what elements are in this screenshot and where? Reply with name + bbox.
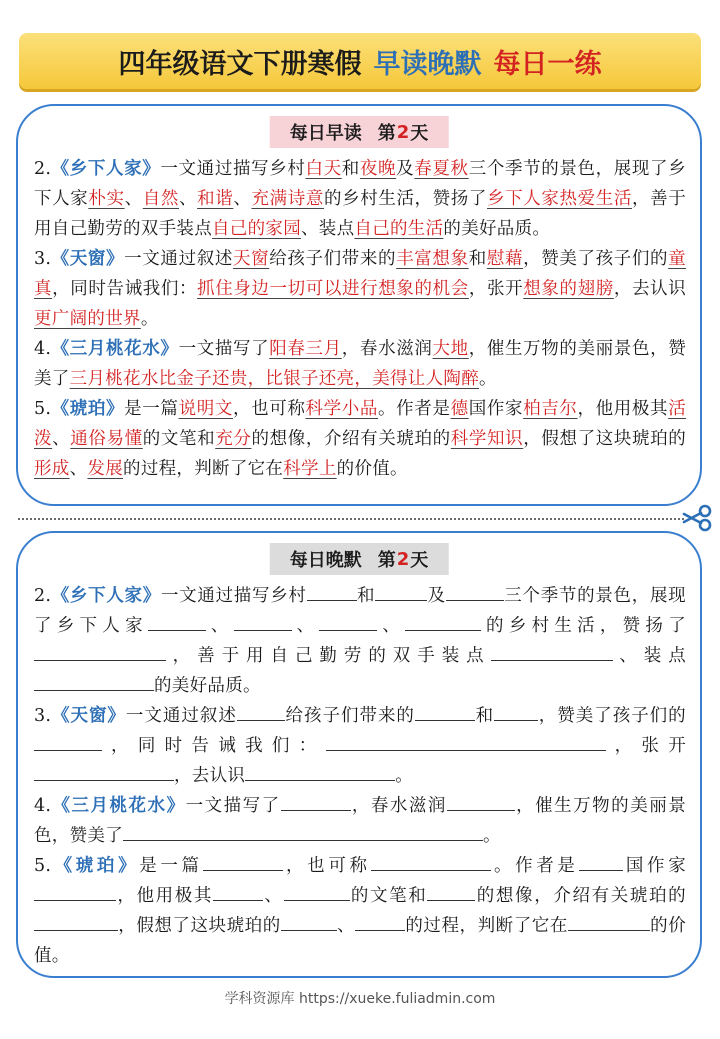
passage-text: 和 xyxy=(468,249,487,269)
passage-text: 给孩子们带来的 xyxy=(284,706,415,726)
passage-text: 一文描写了 xyxy=(185,796,281,816)
morning-item-5 xyxy=(34,394,686,484)
fill-blank[interactable] xyxy=(245,762,395,781)
passage-text: ，催生万物的美丽景色，赞美了 xyxy=(34,796,687,846)
passage-text: 、 xyxy=(69,459,88,479)
fill-blank[interactable] xyxy=(123,822,483,841)
answer: 柏吉尔 xyxy=(523,399,578,419)
passage-text: ，他用极其 xyxy=(577,399,669,419)
morning-item-2 xyxy=(34,154,686,244)
fill-blank[interactable] xyxy=(237,702,285,721)
evening-day-number: 2 xyxy=(396,548,410,570)
passage-text: 的文笔和 xyxy=(349,886,428,906)
answer: 科学上 xyxy=(283,459,337,479)
passage-text: 3. xyxy=(34,706,52,726)
passage-text: 一文通过描写乡村 xyxy=(160,586,307,606)
answer: 大地 xyxy=(432,339,469,359)
cut-line xyxy=(18,518,684,520)
answer: 和谐 xyxy=(197,189,234,209)
fill-blank[interactable] xyxy=(284,882,350,901)
morning-day-suffix: 天 xyxy=(410,123,429,144)
fill-blank[interactable] xyxy=(234,612,292,631)
passage-text: 、 xyxy=(233,189,252,209)
book-title: 《琥珀》 xyxy=(51,856,140,876)
answer: 天窗 xyxy=(232,249,270,269)
passage-text: 、 xyxy=(124,189,143,209)
banner-title-grade: 四年级语文下册寒假 xyxy=(118,48,362,80)
passage-text: 国作家 xyxy=(468,399,524,419)
passage-text: 和 xyxy=(341,159,360,179)
passage-text: 和 xyxy=(356,586,376,606)
fill-blank[interactable] xyxy=(34,882,116,901)
passage-text: 的过程，判断了它在 xyxy=(123,459,284,479)
passage-text: 、 xyxy=(263,886,284,906)
banner-title-daily: 每日一练 xyxy=(493,48,602,80)
evening-passage xyxy=(34,581,686,971)
fill-blank[interactable] xyxy=(34,912,118,931)
passage-text: 一文通过叙述 xyxy=(124,249,233,269)
answer: 充满诗意 xyxy=(251,189,324,209)
passage-text: 4. xyxy=(34,796,52,816)
fill-blank[interactable] xyxy=(415,702,475,721)
page-banner xyxy=(19,33,701,89)
passage-text: 国作家 xyxy=(622,856,687,876)
passage-text: ，也可称 xyxy=(232,399,306,419)
banner-title-mode: 早读晚默 xyxy=(373,48,482,80)
passage-text: ，他用极其 xyxy=(116,886,214,906)
answer: 朴实 xyxy=(88,189,125,209)
evening-day-prefix: 第 xyxy=(377,550,396,571)
answer: 白天 xyxy=(305,159,342,179)
morning-passage xyxy=(34,154,686,484)
fill-blank[interactable] xyxy=(281,912,337,931)
morning-item-4 xyxy=(34,334,686,394)
passage-text: ，善于用自己勤劳的双手装点 xyxy=(166,646,491,666)
passage-text: ，赞美了孩子们的 xyxy=(523,249,669,269)
fill-blank[interactable] xyxy=(494,702,538,721)
fill-blank[interactable] xyxy=(148,612,206,631)
passage-text: 一文通过叙述 xyxy=(125,706,237,726)
passage-text: 2. xyxy=(34,159,52,179)
passage-text: ，同时告诫我们： xyxy=(52,279,198,299)
passage-text: ，催生万物的美丽景色，赞美了 xyxy=(34,339,687,389)
evening-item-5 xyxy=(34,851,686,971)
answer: 说明文 xyxy=(178,399,233,419)
passage-text: 5. xyxy=(34,399,52,419)
passage-text: 2. xyxy=(34,586,52,606)
answer: 阳春三月 xyxy=(269,339,342,359)
fill-blank[interactable] xyxy=(446,582,504,601)
answer: 自己的家园 xyxy=(212,219,301,239)
answer: 科学小品 xyxy=(305,399,379,419)
fill-blank[interactable] xyxy=(319,612,377,631)
book-title: 《天窗》 xyxy=(51,249,125,269)
passage-text: 的美好品质。 xyxy=(443,219,551,239)
passage-text: 、 xyxy=(336,916,356,936)
passage-text: 。 xyxy=(479,369,497,389)
fill-blank[interactable] xyxy=(405,612,481,631)
passage-text: 、 xyxy=(178,189,198,209)
book-title: 《乡下人家》 xyxy=(51,159,161,179)
evening-day-suffix: 天 xyxy=(410,550,429,571)
passage-text: ，假想了这块琥珀的 xyxy=(523,429,687,449)
morning-day-prefix: 第 xyxy=(377,123,396,144)
morning-item-3 xyxy=(34,244,686,334)
morning-title-label: 每日早读 xyxy=(289,123,362,144)
answer: 自然 xyxy=(142,189,179,209)
passage-text: 的乡村生活，赞扬了 xyxy=(323,189,488,209)
fill-blank[interactable] xyxy=(326,732,606,751)
passage-text: ，去认识 xyxy=(613,279,687,299)
answer: 慰藉 xyxy=(486,249,524,269)
fill-blank[interactable] xyxy=(568,912,650,931)
answer: 抓住身边一切可以进行想象的机会 xyxy=(197,279,469,299)
passage-text: ，同时告诫我们： xyxy=(102,736,326,756)
answer: 形成 xyxy=(34,459,70,479)
passage-text: ，去认识 xyxy=(174,766,246,786)
passage-text: 是一篇 xyxy=(124,399,179,419)
passage-text: 是一篇 xyxy=(139,856,203,876)
answer: 科学知识 xyxy=(450,429,524,449)
passage-text: 。 xyxy=(483,826,501,846)
passage-text: 一文描写了 xyxy=(178,339,270,359)
passage-text: 的价值。 xyxy=(336,459,408,479)
passage-text: 。 xyxy=(395,766,414,786)
passage-text: 、装点 xyxy=(301,219,355,239)
passage-text: 4. xyxy=(34,339,52,359)
passage-text: ，春水滋润 xyxy=(350,796,447,816)
passage-text: 的想像，介绍有关琥珀的 xyxy=(251,429,451,449)
answer: 通俗易懂 xyxy=(70,429,143,449)
fill-blank[interactable] xyxy=(371,852,491,871)
passage-text: 3. xyxy=(34,249,52,269)
passage-text: ，善于用自己勤劳的双手装点 xyxy=(34,189,687,239)
passage-text: 的乡村生活，赞扬了 xyxy=(481,616,687,636)
passage-text: ，张开 xyxy=(605,736,686,756)
book-title: 《天窗》 xyxy=(51,706,126,726)
passage-text: ，赞美了孩子们的 xyxy=(538,706,686,726)
book-title: 《琥珀》 xyxy=(51,399,125,419)
morning-card-title xyxy=(270,116,449,148)
evening-card-title xyxy=(270,543,449,575)
answer: 乡下人家热爱生活 xyxy=(487,189,632,209)
answer: 三月桃花水比金子还贵，比银子还亮，美得让人陶醉 xyxy=(69,369,480,389)
morning-day-number: 2 xyxy=(396,121,410,143)
passage-text: ，张开 xyxy=(468,279,524,299)
answer: 发展 xyxy=(87,459,124,479)
passage-text: 、装点 xyxy=(612,646,686,666)
fill-blank[interactable] xyxy=(34,732,102,751)
passage-text: 及 xyxy=(427,586,446,606)
passage-text: 的文笔和 xyxy=(142,429,216,449)
answer: 童真 xyxy=(34,249,686,299)
passage-text: 。作者是 xyxy=(490,856,579,876)
fill-blank[interactable] xyxy=(355,912,405,931)
fill-blank[interactable] xyxy=(34,762,174,781)
evening-item-2 xyxy=(34,581,686,701)
answer: 夜晚 xyxy=(359,159,397,179)
morning-reading-card xyxy=(16,104,702,506)
fill-blank[interactable] xyxy=(34,672,154,691)
fill-blank[interactable] xyxy=(34,642,166,661)
evening-item-4 xyxy=(34,791,686,851)
passage-text: 的价值。 xyxy=(34,916,687,966)
passage-text: 和 xyxy=(474,706,495,726)
passage-text: ，也可称 xyxy=(282,856,371,876)
passage-text: 三个季节的景色，展现了乡下人家 xyxy=(34,586,686,636)
answer: 更广阔的世界 xyxy=(34,309,141,329)
passage-text: 、 xyxy=(291,616,320,636)
book-title: 《三月桃花水》 xyxy=(51,339,179,359)
passage-text: 5. xyxy=(34,856,52,876)
passage-text: 、 xyxy=(205,616,234,636)
fill-blank[interactable] xyxy=(203,852,283,871)
fill-blank[interactable] xyxy=(427,882,475,901)
evening-title-label: 每日晚默 xyxy=(289,550,362,571)
passage-text: 。 xyxy=(140,309,159,329)
answer: 丰富想象 xyxy=(396,249,469,269)
passage-text: 的美好品质。 xyxy=(154,676,261,696)
answer: 自己的生活 xyxy=(354,219,444,239)
fill-blank[interactable] xyxy=(447,792,515,811)
fill-blank[interactable] xyxy=(579,852,623,871)
fill-blank[interactable] xyxy=(281,792,351,811)
scissors-icon xyxy=(680,502,712,534)
answer: 德 xyxy=(450,399,469,419)
evening-item-3 xyxy=(34,701,686,791)
passage-text: 、 xyxy=(52,429,71,449)
passage-text: 。作者是 xyxy=(378,399,451,419)
passage-text: 的过程，判断了它在 xyxy=(405,916,568,936)
passage-text: 、 xyxy=(377,616,406,636)
passage-text: 及 xyxy=(396,159,415,179)
passage-text: 的想像，介绍有关琥珀的 xyxy=(475,886,686,906)
fill-blank[interactable] xyxy=(375,582,427,601)
passage-text: 一文通过描写乡村 xyxy=(160,159,306,179)
passage-text: ，春水滋润 xyxy=(341,339,433,359)
book-title: 《乡下人家》 xyxy=(51,586,161,606)
answer: 活泼 xyxy=(34,399,687,449)
fill-blank[interactable] xyxy=(307,582,357,601)
answer: 充分 xyxy=(215,429,252,449)
footer-source: 学科资源库 https://xueke.fuliadmin.com xyxy=(224,991,496,1007)
passage-text: ，假想了这块琥珀的 xyxy=(118,916,281,936)
fill-blank[interactable] xyxy=(491,642,613,661)
answer: 想象的翅膀 xyxy=(523,279,614,299)
passage-text: 给孩子们带来的 xyxy=(269,249,397,269)
answer: 春夏秋 xyxy=(414,159,469,179)
passage-text: 三个季节的景色，展现了乡下人家 xyxy=(34,159,686,209)
fill-blank[interactable] xyxy=(213,882,263,901)
evening-dictation-card xyxy=(16,531,702,978)
book-title: 《三月桃花水》 xyxy=(51,796,186,816)
